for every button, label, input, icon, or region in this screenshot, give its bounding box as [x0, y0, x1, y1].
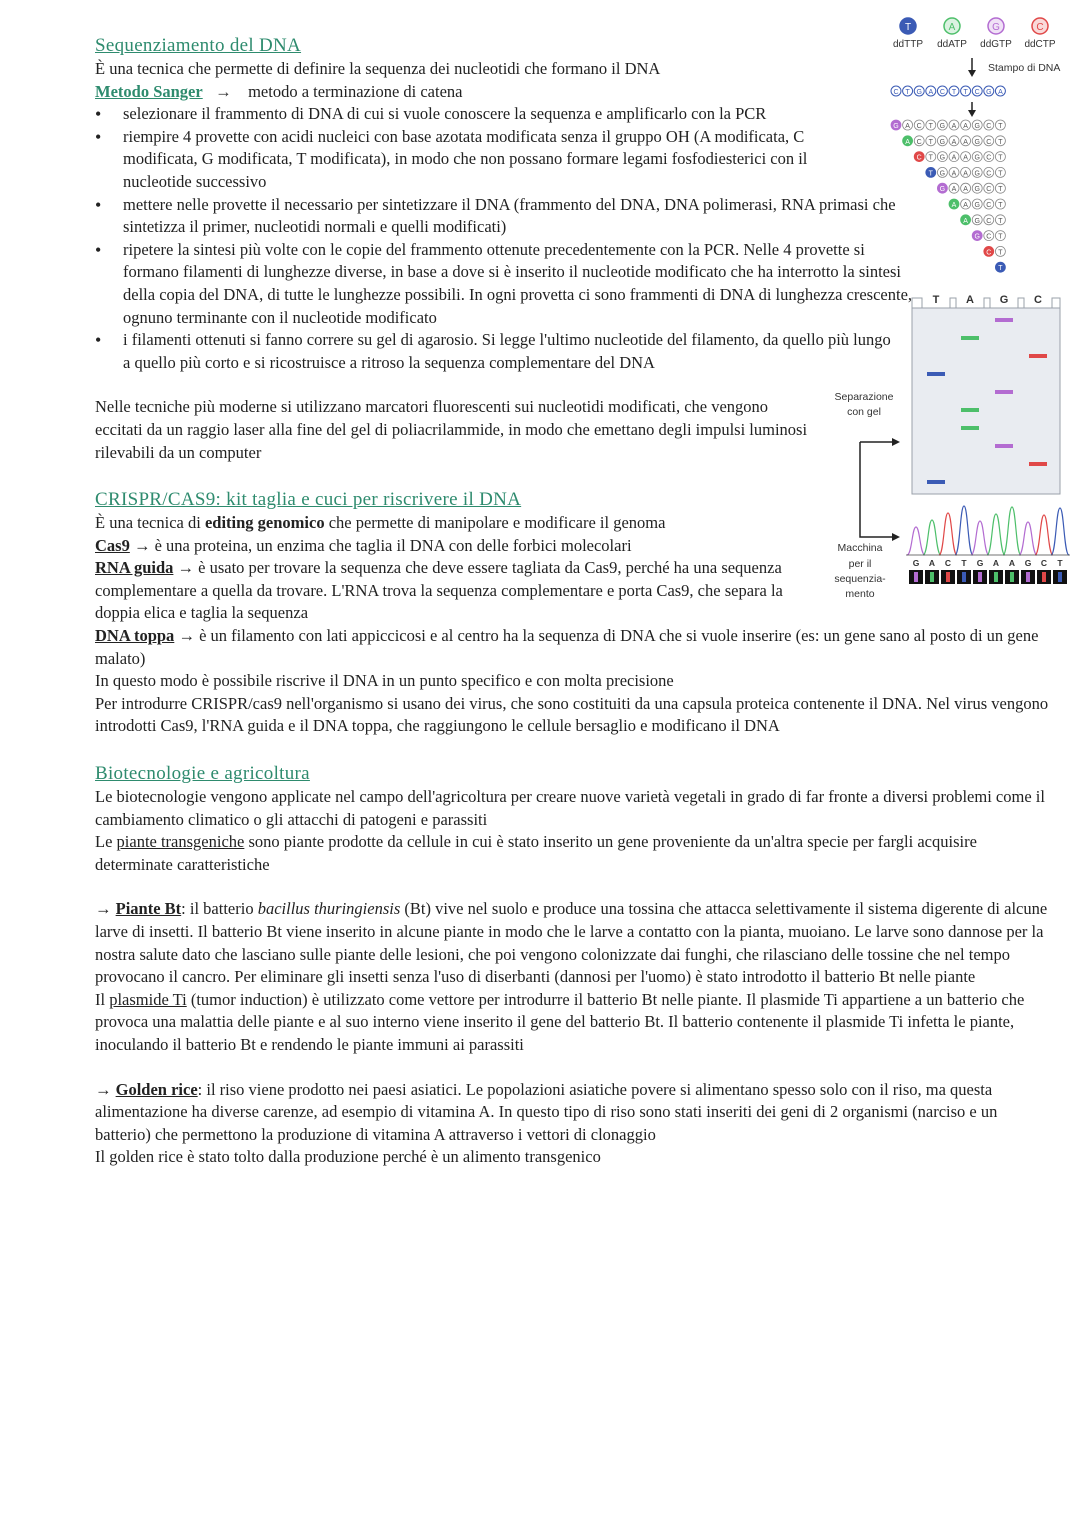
gel-label: con gel	[847, 406, 881, 418]
fragment-base-letter: T	[998, 186, 1003, 194]
fragment-base-letter: C	[986, 217, 992, 225]
fragment-base-letter: C	[916, 138, 922, 146]
chromatogram-peak	[907, 527, 925, 555]
lane-label: G	[999, 294, 1009, 306]
text: che permette di manipolare e modificare il genoma	[324, 513, 666, 532]
lane-label: C	[1034, 294, 1042, 306]
template-base-letter: A	[928, 89, 934, 96]
nucleotide-letter: T	[904, 22, 912, 33]
fragment-base-letter: G	[974, 138, 980, 146]
definition: → è un filamento con lati appiccicosi e al centro ha la sequenza di DNA che si vuole inserire (es: un gene sano al posto di un gene malato)	[95, 625, 1039, 668]
chromatogram-peak	[971, 521, 989, 555]
section-agriculture	[95, 762, 1055, 1169]
chromatogram-peak	[1035, 515, 1053, 555]
nucleotide-label: ddGTP	[980, 39, 1012, 50]
fragment-base-letter: A	[951, 202, 957, 209]
text: Il	[95, 989, 110, 1009]
list-item: • mettere nelle provette il necessario per sintetizzare il DNA (frammento del DNA, DNA polimerasi, RNA primasi che sintetizza il primer, nucleotidi normali e quelli modificati)	[123, 194, 923, 239]
gel	[912, 294, 1060, 494]
term: piante transgeniche	[116, 832, 245, 852]
arrow: →	[95, 899, 116, 919]
fragment-base-letter: C	[916, 123, 922, 130]
section-title: Biotecnologie e agricoltura	[95, 763, 310, 784]
chromatogram-peak	[955, 506, 973, 555]
fragment-base-letter: T	[998, 170, 1003, 178]
sanger-figure	[820, 10, 1075, 600]
gel-label: Separazione	[834, 391, 894, 403]
term: DNA toppa	[95, 625, 175, 645]
chromatogram-bar	[994, 572, 998, 582]
paragraph	[95, 1079, 1055, 1147]
fragment-base-letter: C	[916, 154, 922, 162]
gel-band	[1029, 354, 1047, 358]
chromatogram-bar	[930, 572, 934, 582]
fragment-base-letter: G	[939, 154, 946, 162]
template-base-letter: C	[939, 89, 945, 96]
term: Piante Bt	[115, 899, 182, 919]
definition: → è una proteina, un enzima che taglia il DNA con delle forbici molecolari	[133, 535, 632, 555]
fragment-base-letter: C	[986, 249, 992, 257]
gel-band	[961, 336, 979, 340]
chromatogram-base: G	[1024, 558, 1032, 568]
nucleotide-label: ddTTP	[892, 39, 924, 50]
fragment-base-letter: A	[951, 138, 957, 146]
chromatogram-bar	[1026, 572, 1030, 582]
chromatogram-bar	[1058, 572, 1062, 582]
chromatogram-bar	[1042, 572, 1046, 582]
chromatogram-base: A	[928, 558, 936, 568]
paragraph	[95, 989, 1055, 1057]
machine-label: mento	[845, 588, 875, 600]
text: : il riso viene prodotto nei paesi asiatici. Le popolazioni asiatiche povere si alimentano spesso solo con il riso, ma questa alimentazione ha diverse carenze, ad esempio di vitamina A. In questo tipo di riso sono stati inseriti dei geni di 2 organismi (narciso e un batterio) che permettono la produzione di vitamina A attraverso i vettori di clonaggio	[95, 1079, 998, 1144]
template-base-letter: G	[916, 89, 922, 96]
fragment-base-letter: G	[939, 123, 946, 130]
chromatogram-peak	[1003, 507, 1021, 555]
template-base-letter: G	[986, 89, 992, 96]
fragment-base-letter: T	[928, 154, 933, 162]
fragment-base-letter: A	[951, 154, 957, 162]
fragment-base-letter: G	[974, 202, 980, 209]
chromatogram-base: T	[961, 558, 967, 568]
fragment-base-letter: G	[939, 186, 946, 194]
template-label: Stampo di DNA	[988, 62, 1061, 74]
fragment-base-letter: A	[951, 186, 957, 194]
connector	[860, 442, 896, 537]
gel-band	[995, 390, 1013, 394]
machine-label: per il	[848, 558, 872, 570]
template-base-letter: T	[905, 89, 910, 96]
paragraph	[95, 557, 825, 625]
lane-label: A	[966, 294, 974, 306]
nucleotide-letter: C	[1036, 22, 1044, 33]
term: Metodo Sanger	[95, 81, 203, 101]
section-title: CRISPR/CAS9: kit taglia e cuci per riscrivere il DNA	[95, 489, 522, 510]
machine-label: Macchina	[837, 542, 883, 554]
list-item: • selezionare il frammento di DNA di cui si vuole conoscere la sequenza e amplificarlo con la PCR	[123, 103, 1003, 126]
nucleotide-letter: A	[948, 22, 956, 33]
fragment-base-letter: T	[998, 217, 1003, 225]
paragraph: In questo modo è possibile riscrive il DNA in un punto specifico e con molta precisione	[95, 671, 674, 691]
fragment-base-letter: A	[951, 123, 957, 130]
fragment-base-letter: A	[905, 138, 910, 146]
fragment-base-letter: G	[974, 233, 980, 241]
definition: → è usato per trovare la sequenza che deve essere tagliata da Cas9, perché ha una sequenza complementare a quella da trovare. L'RNA trova la sequenza complementare e porta Cas9, che separa la doppia elica e taglia la sequenza	[95, 558, 783, 623]
arrow-head	[892, 533, 900, 541]
bold-term: editing genomico	[204, 513, 325, 532]
fragment-base-letter: G	[974, 186, 980, 194]
term: plasmide Ti	[109, 989, 187, 1009]
nucleotide-legend	[893, 18, 1056, 50]
template-base-letter: A	[998, 89, 1003, 96]
gel-band	[995, 318, 1013, 322]
chromatogram-base: A	[1008, 558, 1016, 568]
text: (Bt) vive nel suolo e produce una tossina che attacca selettivamente il sistema digerente di alcune larve di insetti. Il batterio Bt viene inserito in alcune piante in modo che le larve a contatto con la pianta, muoiano. Le larve sono dannose per la nostra salute dato che lasciano sulle piante delle lesioni, che poi vengono colonizzate dai funghi, che rilasciano delle tossine che nel tempo provocano il cancro. Per eliminare gli insetti senza l'uso di diserbanti (dannosi per l'uomo) è stato introdotto il batterio Bt nelle piante	[95, 899, 1048, 987]
fragment-base-letter: G	[974, 217, 980, 225]
paragraph: Nelle tecniche più moderne si utilizzano marcatori fluorescenti sui nucleotidi modificati, che vengono eccitati da un raggio laser alla fine del gel di poliacrilammide, in modo che emettano degli impulsi luminosi rilevabili da un computer	[95, 397, 808, 462]
arrow-head	[968, 70, 976, 77]
fragment-base-letter: C	[986, 154, 992, 162]
section-title: Sequenziamento del DNA	[95, 35, 302, 56]
fragment-base-letter: T	[998, 233, 1003, 241]
gel-band	[927, 480, 945, 484]
template-sequence	[891, 86, 1005, 96]
definition: metodo a terminazione di catena	[248, 81, 463, 101]
lane-label: T	[932, 294, 940, 306]
fragment-base-letter: A	[951, 170, 957, 178]
paragraph: Le biotecnologie vengono applicate nel campo dell'agricoltura per creare nuove varietà vegetali in grado di far fronte a diversi problemi come il cambiamento climatico o gli attacchi di patogeni e parassiti	[95, 787, 1045, 829]
fragment-base-letter: G	[939, 170, 946, 178]
term: RNA guida	[95, 558, 174, 578]
fragment-base-letter: G	[939, 138, 946, 146]
paragraph: È una tecnica che permette di definire la sequenza dei nucleotidi che formano il DNA	[95, 59, 661, 78]
gel-band	[1029, 462, 1047, 466]
fragment-base-letter: A	[963, 170, 968, 178]
text: Le	[95, 832, 117, 852]
chromatogram-base: G	[976, 558, 984, 568]
chromatogram-base: C	[1040, 558, 1048, 568]
chromatogram-peak	[1019, 522, 1037, 555]
nucleotide-label: ddATP	[937, 39, 967, 50]
chromatogram-bar	[946, 572, 950, 582]
chromatogram-peak	[1051, 508, 1069, 555]
fragment-base-letter: G	[974, 154, 980, 162]
fragment-base-letter: T	[998, 249, 1003, 257]
fragment-base-letter: T	[928, 170, 933, 178]
arrow: →	[95, 1079, 116, 1099]
arrow-head	[968, 110, 976, 117]
gel-band	[927, 372, 945, 376]
fragment-base-letter: A	[963, 138, 968, 146]
list-item: • riempire 4 provette con acidi nucleici con base azotata modificata senza il gruppo OH (A modificata, C modificata, G modificata, T modificata), in modo che non possano formare legami fosfodiesterici con il nucleotide successivo	[123, 126, 863, 194]
fragment-base-letter: G	[974, 123, 980, 130]
species-name: bacillus thuringiensis	[257, 899, 401, 919]
fragment-base-letter: C	[986, 233, 992, 241]
template-base-letter: C	[974, 89, 980, 96]
text: : il batterio	[181, 899, 258, 919]
chromatogram-bar	[914, 572, 918, 582]
text: È una tecnica di	[95, 513, 205, 532]
chromatogram-peak	[923, 520, 941, 555]
fragment-base-letter: T	[928, 123, 933, 130]
chromatogram-peak	[939, 513, 957, 555]
fragment-base-letter: C	[986, 186, 992, 194]
fragment-base-letter: T	[998, 265, 1003, 273]
chromatogram-bar	[962, 572, 966, 582]
paragraph: Il golden rice è stato tolto dalla produzione perché è un alimento transgenico	[95, 1147, 601, 1167]
chromatogram-base: G	[912, 558, 920, 568]
fragment-base-letter: T	[998, 202, 1003, 209]
template-base-letter: T	[963, 89, 968, 96]
fragment-base-letter: A	[963, 186, 968, 194]
template-base-letter: C	[893, 89, 899, 96]
list-item: • i filamenti ottenuti si fanno correre su gel di agarosio. Si legge l'ultimo nucleotide del filamento, da quello più lungo a quello più corto e si ricostruisce a ritroso la sequenza complementare del DNA	[123, 329, 893, 374]
fragment-base-letter: C	[986, 138, 992, 146]
paragraph	[95, 831, 1055, 876]
fragment-base-letter: T	[998, 154, 1003, 162]
paragraph: Metodo Sanger → metodo a terminazione di catena	[95, 81, 463, 101]
chromatogram-bar	[1010, 572, 1014, 582]
text: (tumor induction) è utilizzato come vettore per introdurre il batterio Bt nelle piante. Il plasmide Ti appartiene a un batterio che provoca una malattia delle piante e al suo interno viene inserito il gene del batterio Bt. Il batterio contenente il plasmide Ti infetta le piante, inoculando il batterio Bt e rendendo le piante immuni ai parassiti	[95, 989, 1025, 1054]
fragment-base-letter: T	[998, 138, 1003, 146]
chromatogram-base: T	[1057, 558, 1063, 568]
fragment-base-letter: C	[986, 170, 992, 178]
fragment-base-letter: C	[986, 123, 992, 130]
nucleotide-letter: G	[992, 22, 1000, 33]
fragment-base-letter: A	[963, 202, 968, 209]
fragment-base-letter: T	[928, 138, 933, 146]
term: Golden rice	[115, 1079, 198, 1099]
chromatogram-peak	[987, 514, 1005, 555]
paragraph	[95, 535, 825, 558]
fragment-base-letter: A	[963, 154, 968, 162]
fragment-base-letter: A	[963, 123, 968, 130]
fragments	[891, 120, 1005, 272]
gel-body	[912, 308, 1060, 494]
list-item: • ripetere la sintesi più volte con le copie del frammento ottenute precedentemente con la PCR. Nelle 4 provette si formano filamenti di lunghezze diverse, in base a dove si è inserito il nucleotide modificato che ha interrotto la sintesi della copia del DNA, di tutte le lunghezze possibili. In ogni provetta ci sono frammenti di DNA di lunghezza crescente, ognuno terminante con il nucleotide modificato	[123, 239, 923, 329]
gel-band	[961, 408, 979, 412]
template-base-letter: T	[951, 89, 957, 96]
chromatogram-bar	[978, 572, 982, 582]
term: Cas9	[95, 535, 130, 555]
chromatogram-base: A	[992, 558, 1000, 568]
gel-band	[995, 444, 1013, 448]
fragment-base-letter: C	[986, 202, 992, 209]
fragment-base-letter: G	[974, 170, 980, 178]
nucleotide-label: ddCTP	[1024, 39, 1056, 50]
fragment-base-letter: T	[998, 123, 1003, 130]
fragment-base-letter: G	[893, 123, 899, 130]
chromatogram-base: C	[944, 558, 952, 568]
chromatogram	[906, 506, 1070, 584]
arrow-head	[892, 438, 900, 446]
machine-label: sequenzia-	[834, 573, 886, 585]
fragment-base-letter: A	[963, 217, 968, 225]
paragraph: Per introdurre CRISPR/cas9 nell'organismo si usano dei virus, che sono costituiti da una capsula proteica contenente il DNA. Nel virus vengono introdotti Cas9, l'RNA guida e il DNA toppa, che raggiungono le cellule bersaglio e modificano il DNA	[95, 693, 1049, 736]
paragraph	[95, 625, 1055, 670]
fragment-base-letter: A	[905, 123, 910, 130]
gel-band	[961, 426, 979, 430]
paragraph	[95, 898, 1055, 988]
text: sono piante prodotte da cellule in cui è stato inserito un gene proveniente da un'altra specie per fargli acquisire determinate caratteristiche	[95, 832, 977, 874]
